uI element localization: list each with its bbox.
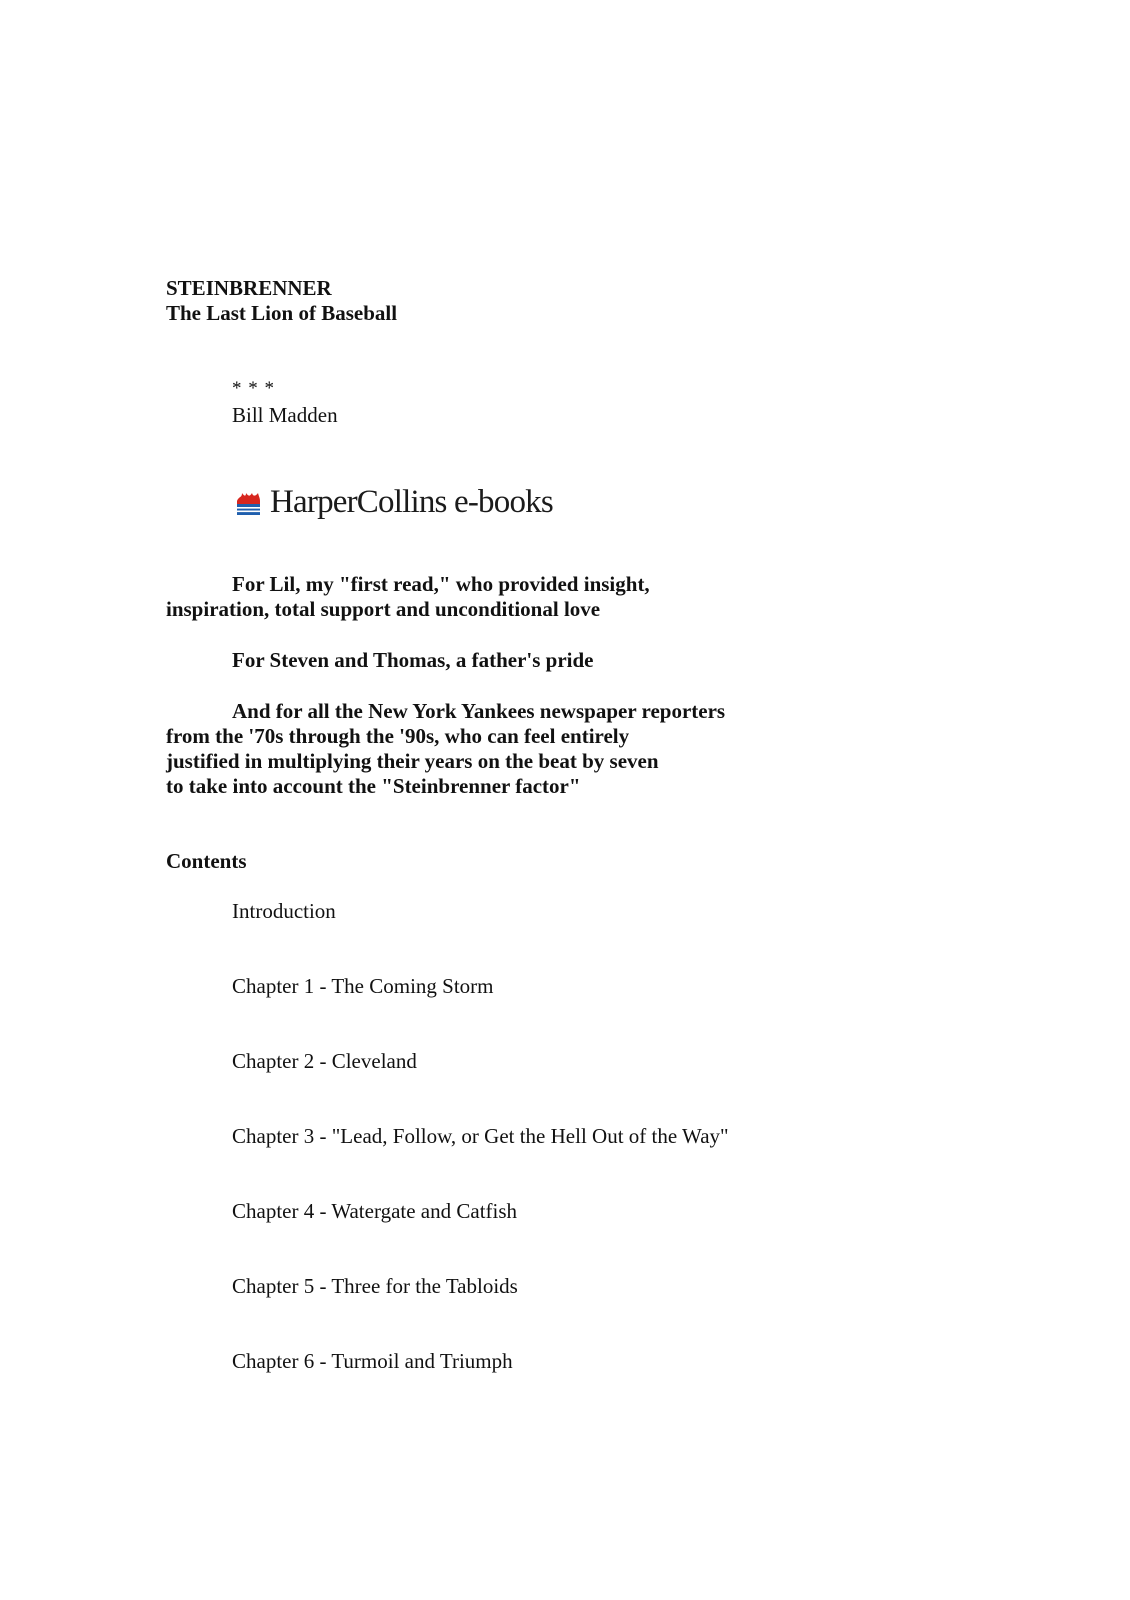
dedication-line-6: justified in multiplying their years on the beat by seven <box>166 749 659 773</box>
toc-item-chapter-4[interactable]: Chapter 4 - Watergate and Catfish <box>232 1199 518 1223</box>
toc-item-chapter-1[interactable]: Chapter 1 - The Coming Storm <box>232 974 494 998</box>
dedication-line-1: For Lil, my "first read," who provided insight, <box>232 572 650 596</box>
dedication-line-2: inspiration, total support and unconditional love <box>166 597 601 621</box>
dedication-line-7: to take into account the "Steinbrenner factor" <box>166 774 581 798</box>
toc-item-chapter-5[interactable]: Chapter 5 - Three for the Tabloids <box>232 1274 518 1298</box>
dedication-line-3: For Steven and Thomas, a father's pride <box>232 648 594 672</box>
publisher-logo <box>234 482 553 522</box>
toc-item-introduction[interactable]: Introduction <box>232 899 336 923</box>
book-subtitle: The Last Lion of Baseball <box>166 301 398 325</box>
dedication-line-5: from the '70s through the '90s, who can feel entirely <box>166 724 630 748</box>
dedication-line-4: And for all the New York Yankees newspaper reporters <box>232 699 726 723</box>
toc-item-chapter-6[interactable]: Chapter 6 - Turmoil and Triumph <box>232 1349 513 1373</box>
publisher-logo-text: HarperCollins e-books <box>270 484 553 520</box>
toc-item-chapter-2[interactable]: Chapter 2 - Cleveland <box>232 1049 417 1073</box>
section-separator: * * * <box>232 378 275 399</box>
harpercollins-flame-icon <box>234 489 262 515</box>
book-title: STEINBRENNER <box>166 276 332 300</box>
toc-item-chapter-3[interactable]: Chapter 3 - "Lead, Follow, or Get the Hell Out of the Way" <box>232 1124 729 1148</box>
author-name: Bill Madden <box>232 403 338 427</box>
contents-heading: Contents <box>166 849 247 873</box>
